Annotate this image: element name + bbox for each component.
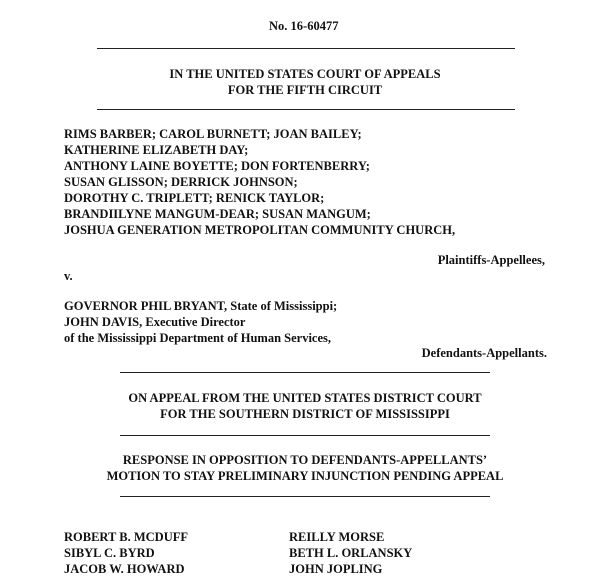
plaintiff-line: RIMS BARBER; CAROL BURNETT; JOAN BAILEY; [64, 127, 362, 141]
divider [97, 48, 515, 49]
counsel-name: JACOB W. HOWARD [64, 562, 185, 576]
counsel-name: ROBERT B. MCDUFF [64, 530, 188, 544]
plaintiffs-role: Plaintiffs-Appellees, [437, 253, 545, 267]
divider [120, 372, 490, 373]
case-number: No. 16-60477 [269, 19, 339, 33]
plaintiff-line: JOSHUA GENERATION METROPOLITAN COMMUNITY CHURCH, [64, 223, 456, 237]
appeal-heading: ON APPEAL FROM THE UNITED STATES DISTRICT COURT [128, 391, 482, 405]
defendants-role: Defendants-Appellants. [421, 346, 547, 360]
defendant-line: GOVERNOR PHIL BRYANT, State of Mississippi; [64, 299, 338, 313]
plaintiff-line: ANTHONY LAINE BOYETTE; DON FORTENBERRY; [64, 159, 370, 173]
versus: v. [64, 269, 73, 283]
divider [120, 435, 490, 436]
divider [120, 496, 490, 497]
counsel-name: SIBYL C. BYRD [64, 546, 155, 560]
plaintiff-line: KATHERINE ELIZABETH DAY; [64, 143, 249, 157]
counsel-name: BETH L. ORLANSKY [289, 546, 413, 560]
plaintiff-line: SUSAN GLISSON; DERRICK JOHNSON; [64, 175, 298, 189]
court-circuit: FOR THE FIFTH CIRCUIT [227, 83, 383, 97]
counsel-name: JOHN JOPLING [289, 562, 383, 576]
plaintiff-line: DOROTHY C. TRIPLETT; RENICK TAYLOR; [64, 191, 325, 205]
court-name: IN THE UNITED STATES COURT OF APPEALS [169, 67, 441, 81]
appeal-district: FOR THE SOUTHERN DISTRICT OF MISSISSIPPI [160, 407, 450, 421]
response-subtitle: MOTION TO STAY PRELIMINARY INJUNCTION PENDING APPEAL [106, 469, 504, 483]
response-title: RESPONSE IN OPPOSITION TO DEFENDANTS-APPELLANTS’ [122, 453, 488, 467]
defendant-line: of the Mississippi Department of Human Services, [64, 331, 331, 345]
divider [97, 109, 515, 110]
plaintiff-line: BRANDIILYNE MANGUM-DEAR; SUSAN MANGUM; [64, 207, 371, 221]
counsel-name: REILLY MORSE [289, 530, 385, 544]
defendant-line: JOHN DAVIS, Executive Director [64, 315, 246, 329]
